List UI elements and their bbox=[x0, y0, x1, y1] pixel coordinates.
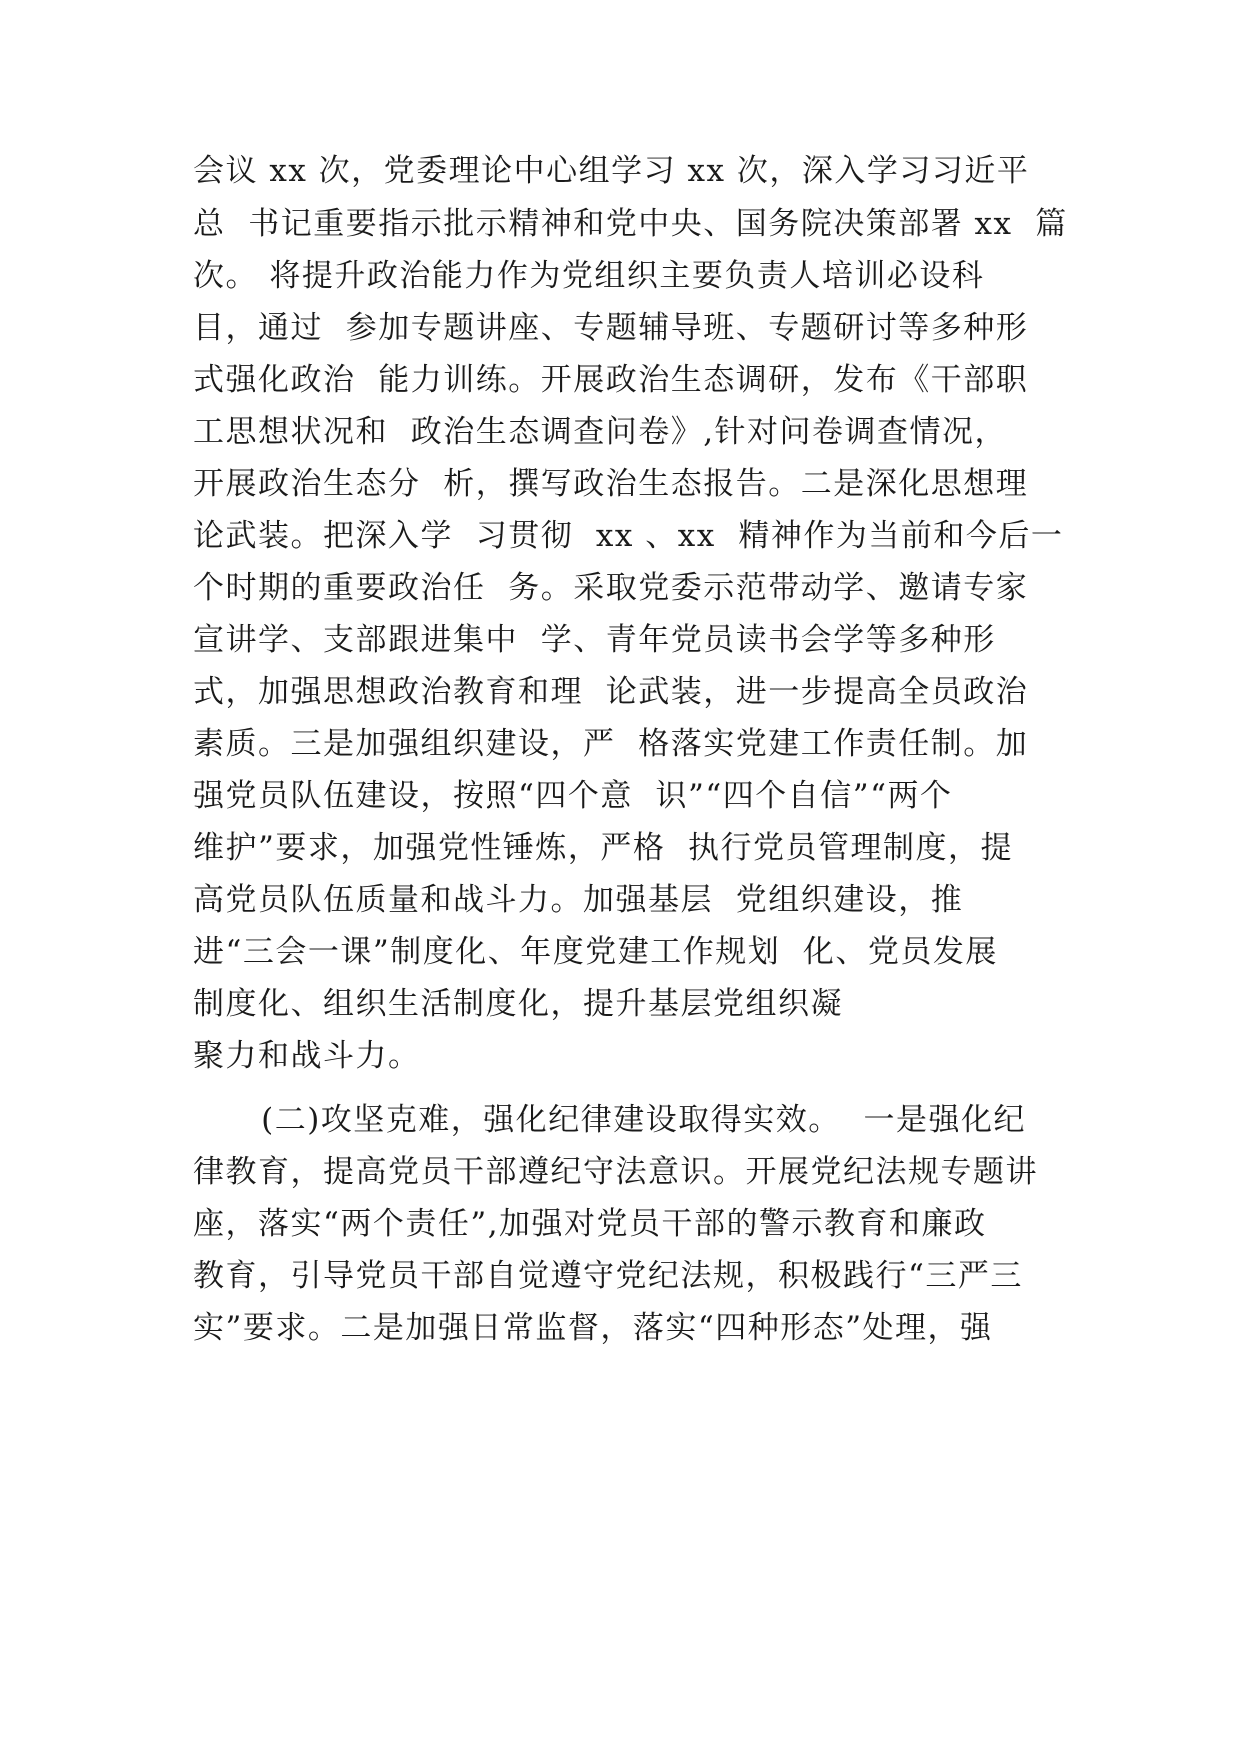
text-line: 次。 将提升政治能力作为党组织主要负责人培训必设科 bbox=[193, 258, 985, 294]
text-line: 座，落实“两个责任”,加强对党员干部的警示教育和廉政 bbox=[193, 1206, 987, 1242]
text-line: 工思想状况和 政治生态调查问卷》,针对问卷调查情况， bbox=[193, 414, 1008, 450]
text-line: 式，加强思想政治教育和理 论武装，进一步提高全员政治 bbox=[193, 674, 1029, 710]
text-line: 制度化、组织生活制度化，提升基层党组织凝 bbox=[193, 986, 843, 1022]
text-line: 实”要求。二是加强日常监督，落实“四种形态”处理，强 bbox=[193, 1310, 993, 1346]
text-line: 律教育，提高党员干部遵纪守法意识。开展党纪法规专题讲 bbox=[193, 1154, 1038, 1190]
text-line: 素质。三是加强组织建设，严 格落实党建工作责任制。加 bbox=[193, 726, 1029, 762]
text-line: 总 书记重要指示批示精神和党中央、国务院决策部署 xx 篇 bbox=[193, 206, 1068, 242]
text-line: 式强化政治 能力训练。开展政治生态调研，发布《干部职 bbox=[193, 362, 1029, 398]
text-line: 个时期的重要政治任 务。采取党委示范带动学、邀请专家 bbox=[193, 570, 1029, 606]
text-line: 强党员队伍建设，按照“四个意 识”“四个自信”“两个 bbox=[193, 778, 953, 814]
text-line: 目，通过 参加专题讲座、专题辅导班、专题研讨等多种形 bbox=[193, 310, 1029, 346]
text-line: 会议 xx 次，党委理论中心组学习 xx 次，深入学习习近平 bbox=[193, 153, 1030, 189]
text-line: 论武装。把深入学 习贯彻 xx 、xx 精神作为当前和今后一 bbox=[193, 518, 1064, 554]
text-line: 聚力和战斗力。 bbox=[193, 1038, 421, 1074]
section-heading-line: (二)攻坚克难，强化纪律建设取得实效。 一是强化纪 bbox=[193, 1102, 1027, 1138]
text-line: 教育，引导党员干部自觉遵守党纪法规，积极践行“三严三 bbox=[193, 1258, 1023, 1294]
text-line: 开展政治生态分 析，撰写政治生态报告。二是深化思想理 bbox=[193, 466, 1029, 502]
text-line: 高党员队伍质量和战斗力。加强基层 党组织建设，推 bbox=[193, 882, 964, 918]
text-line: 维护”要求，加强党性锤炼，严格 执行党员管理制度，提 bbox=[193, 830, 1014, 866]
text-line: 宣讲学、支部跟进集中 学、青年党员读书会学等多种形 bbox=[193, 622, 996, 658]
text-line: 进“三会一课”制度化、年度党建工作规划 化、党员发展 bbox=[193, 934, 998, 970]
